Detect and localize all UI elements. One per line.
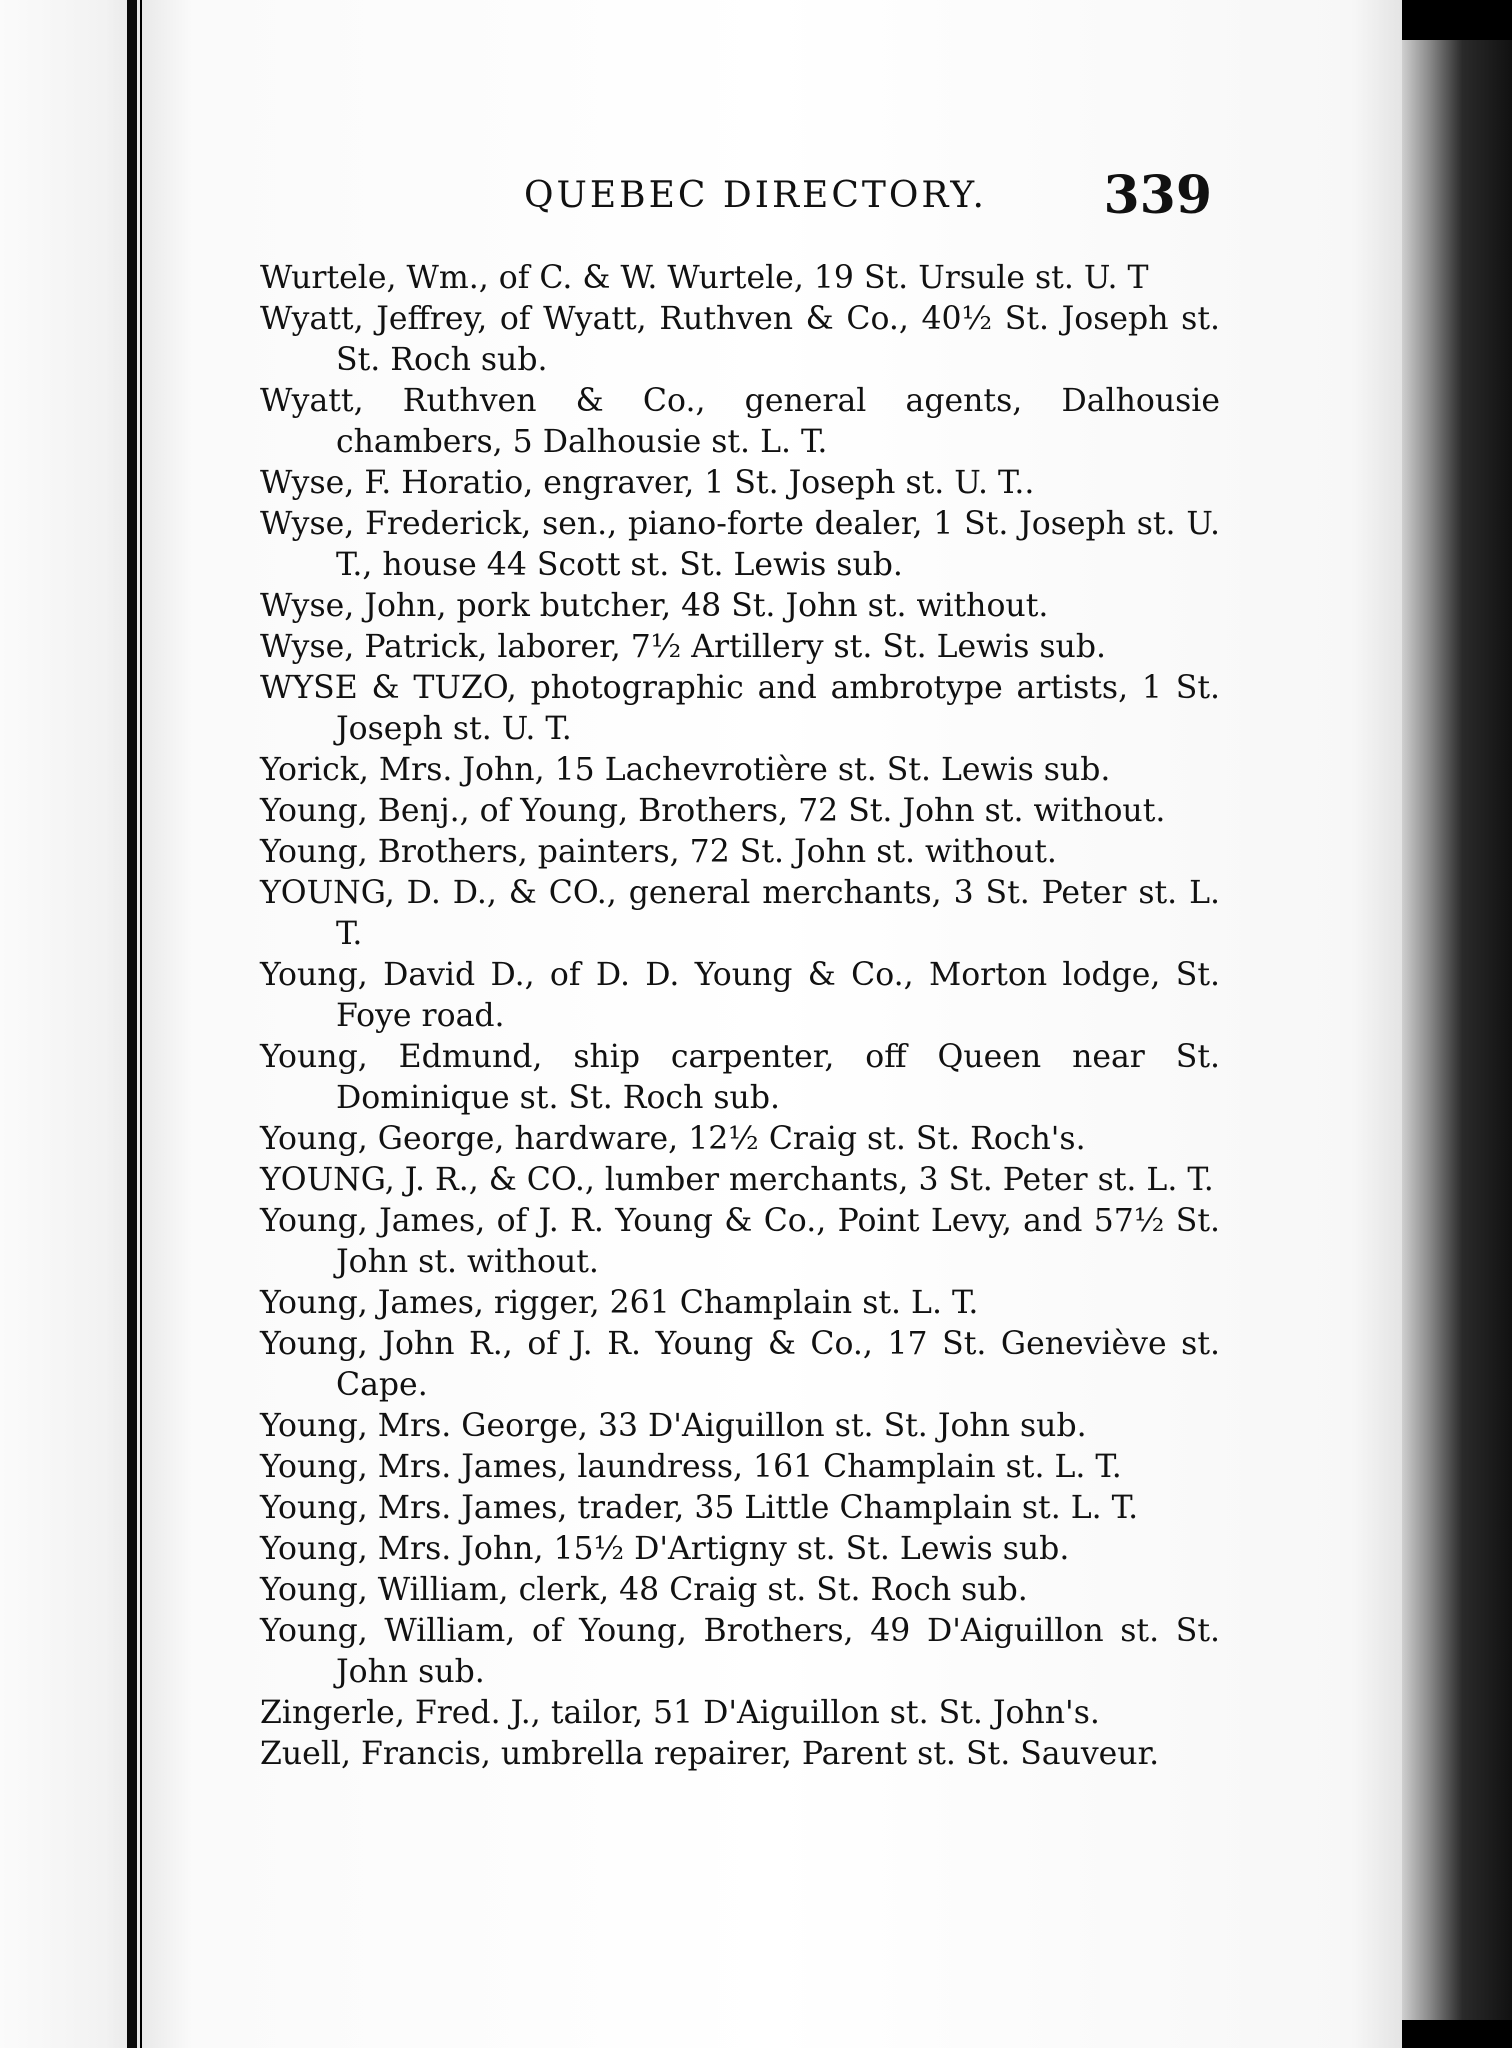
directory-entry: Young, James, of J. R. Young & Co., Point Levy, and 57½ St. John st. without. [260, 1203, 1220, 1280]
directory-entry: Young, William, of Young, Brothers, 49 D'Aiguillon st. St. John sub. [260, 1613, 1220, 1690]
directory-entry: Wyse, F. Horatio, engraver, 1 St. Joseph st. U. T.. [260, 465, 1035, 501]
directory-entry: WYSE & TUZO, photographic and ambrotype artists, 1 St. Joseph st. U. T. [260, 670, 1220, 747]
directory-entry: Wyse, Patrick, laborer, 7½ Artillery st. St. Lewis sub. [260, 629, 1107, 665]
directory-entries [260, 258, 1220, 1775]
facing-page-edge [0, 0, 140, 2048]
directory-entry: YOUNG, J. R., & CO., lumber merchants, 3 St. Peter st. L. T. [260, 1162, 1214, 1198]
directory-entry: Young, William, clerk, 48 Craig st. St. Roch sub. [260, 1572, 1028, 1608]
directory-entry: Young, David D., of D. D. Young & Co., Morton lodge, St. Foye road. [260, 957, 1220, 1034]
directory-entry: Yorick, Mrs. John, 15 Lachevrotière st. St. Lewis sub. [260, 752, 1111, 788]
directory-entry: Wyatt, Jeffrey, of Wyatt, Ruthven & Co., 40½ St. Joseph st. St. Roch sub. [260, 301, 1220, 378]
directory-entry: Wyatt, Ruthven & Co., general agents, Dalhousie chambers, 5 Dalhousie st. L. T. [260, 383, 1220, 460]
directory-entry: Zuell, Francis, umbrella repairer, Parent st. St. Sauveur. [260, 1736, 1160, 1772]
page-number: 339 [1103, 165, 1212, 226]
book-gutter [127, 0, 137, 2048]
directory-entry: Wyse, John, pork butcher, 48 St. John st. without. [260, 588, 1049, 624]
directory-entry: Young, Mrs. John, 15½ D'Artigny st. St. Lewis sub. [260, 1531, 1070, 1567]
page-block-edge [1402, 40, 1512, 2020]
directory-entry: Young, Brothers, painters, 72 St. John st. without. [260, 834, 1057, 870]
directory-entry: Wurtele, Wm., of C. & W. Wurtele, 19 St. Ursule st. U. T [260, 260, 1149, 296]
directory-entry: YOUNG, D. D., & CO., general merchants, 3 St. Peter st. L. T. [260, 875, 1220, 952]
directory-entry: Young, John R., of J. R. Young & Co., 17 St. Geneviève st. Cape. [260, 1326, 1220, 1403]
directory-entry: Young, Benj., of Young, Brothers, 72 St. John st. without. [260, 793, 1166, 829]
directory-entry: Young, Mrs. George, 33 D'Aiguillon st. St. John sub. [260, 1408, 1087, 1444]
running-head: QUEBEC DIRECTORY. [524, 175, 987, 216]
directory-entry: Zingerle, Fred. J., tailor, 51 D'Aiguillon st. St. John's. [260, 1695, 1100, 1731]
directory-entry: Young, Mrs. James, trader, 35 Little Champlain st. L. T. [260, 1490, 1139, 1526]
directory-entry: Young, Edmund, ship carpenter, off Queen near St. Dominique st. St. Roch sub. [260, 1039, 1220, 1116]
directory-entry: Young, George, hardware, 12½ Craig st. St. Roch's. [260, 1121, 1086, 1157]
directory-entry: Wyse, Frederick, sen., piano-forte dealer, 1 St. Joseph st. U. T., house 44 Scott st. St. Lewis sub. [260, 506, 1220, 583]
directory-entry: Young, Mrs. James, laundress, 161 Champlain st. L. T. [260, 1449, 1122, 1485]
directory-entry: Young, James, rigger, 261 Champlain st. L. T. [260, 1285, 979, 1321]
page-header [392, 165, 1212, 235]
